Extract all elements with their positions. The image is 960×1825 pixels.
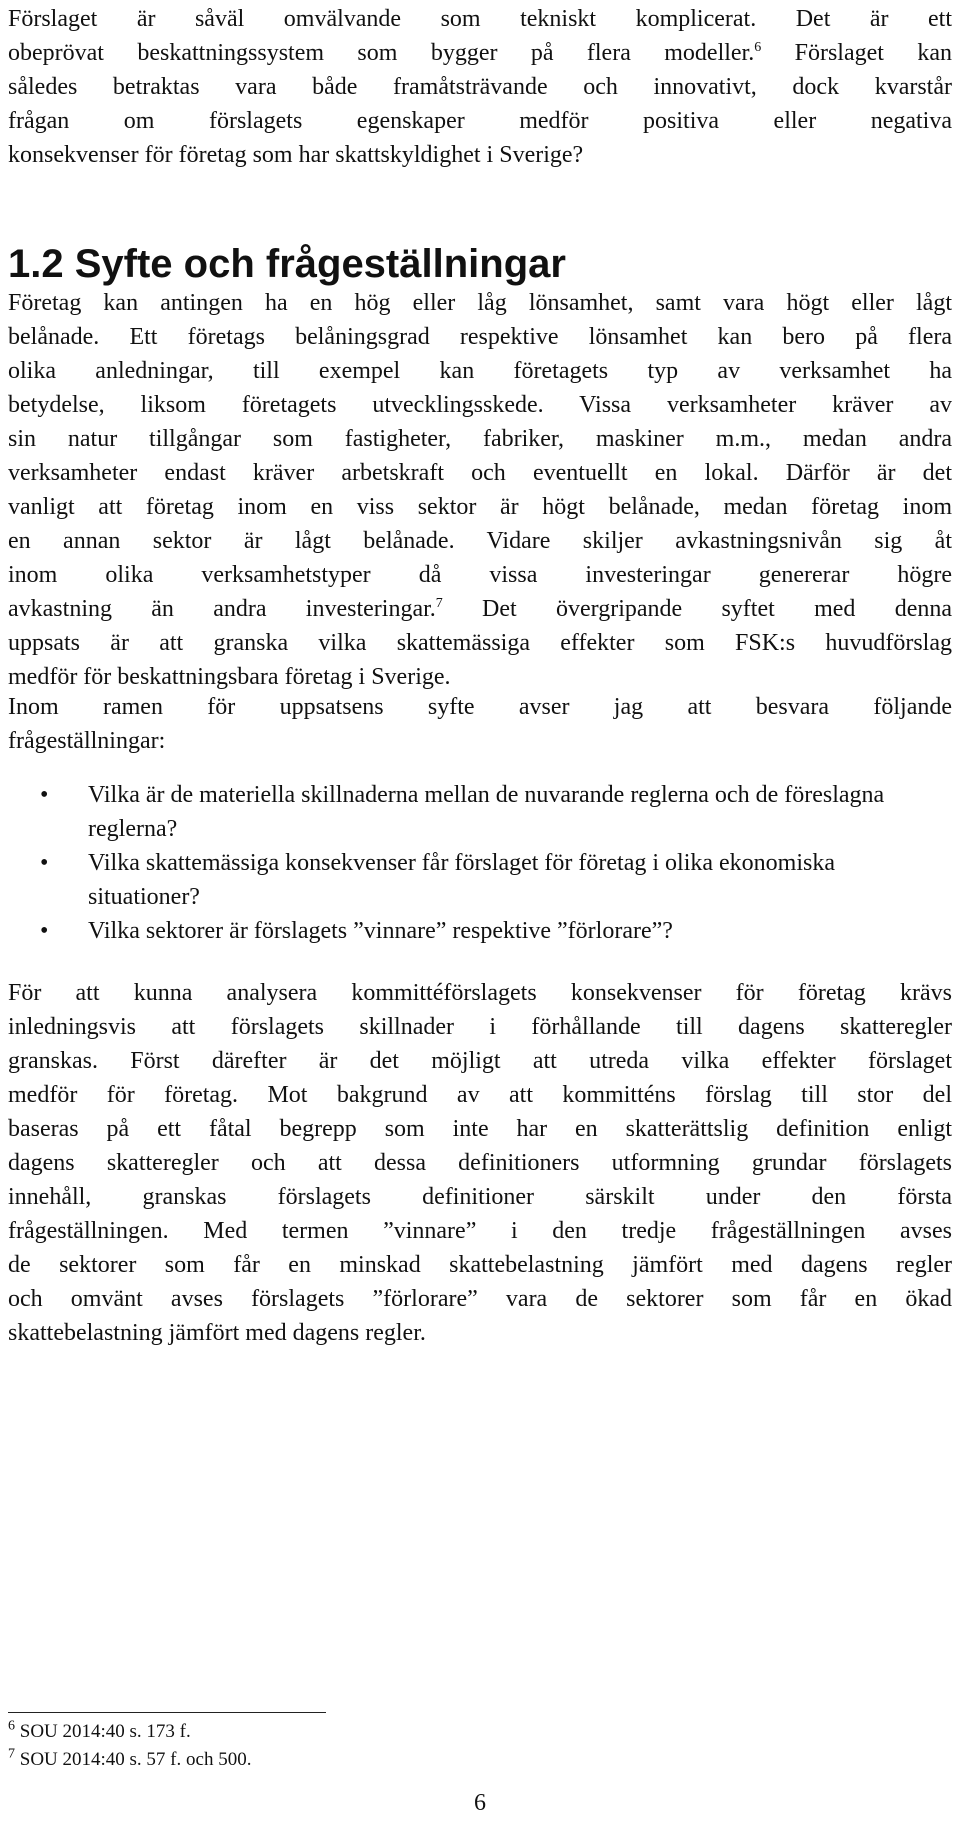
intro-line: [8, 36, 952, 70]
paragraph-line: olika anledningar, till exempel kan företagets typ av verksamhet ha: [8, 358, 952, 384]
intro-line: Förslaget är såväl omvälvande som tekniskt komplicerat. Det är ett: [8, 6, 952, 32]
paragraph-line: frågeställningen. Med termen ”vinnare” i den tredje frågeställningen avses: [8, 1218, 952, 1244]
list-item-text: Vilka skattemässiga konsekvenser får förslaget för företag i olika ekonomiska situationer?: [88, 850, 835, 910]
paragraph-line: medför för företag. Mot bakgrund av att kommitténs förslag till stor del: [8, 1082, 952, 1108]
list-item: [8, 846, 952, 914]
footnote-number: 6: [8, 1718, 15, 1734]
list-item: [8, 914, 952, 948]
section-heading: 1.2 Syfte och frågeställningar: [8, 242, 566, 286]
intro-line: konsekvenser för företag som har skattskyldighet i Sverige?: [8, 142, 584, 168]
intro-line-text: obeprövat beskattningssystem som bygger på flera modeller.: [8, 40, 755, 66]
questions-intro-paragraph: [8, 690, 952, 758]
footnote-6: [8, 1718, 251, 1746]
paragraph-line-text: Det övergripande syftet med denna: [442, 596, 952, 622]
paragraph-line: en annan sektor är lågt belånade. Vidare skiljer avkastningsnivån sig åt: [8, 528, 952, 554]
footnote-7: [8, 1746, 251, 1774]
paragraph-line: skattebelastning jämfört med dagens regler.: [8, 1320, 426, 1346]
paragraph-line: inom olika verksamhetstyper då vissa investeringar genererar högre: [8, 562, 952, 588]
footnote-divider: [8, 1712, 326, 1713]
paragraph-line: [8, 592, 952, 626]
intro-line: frågan om förslagets egenskaper medför positiva eller negativa: [8, 108, 952, 134]
paragraph-line: medför för beskattningsbara företag i Sverige.: [8, 664, 451, 690]
paragraph-line: Inom ramen för uppsatsens syfte avser jag att besvara följande: [8, 694, 952, 720]
paragraph-line: För att kunna analysera kommittéförslagets konsekvenser för företag krävs: [8, 980, 952, 1006]
list-item: [8, 778, 952, 846]
footnote-text: SOU 2014:40 s. 173 f.: [15, 1721, 191, 1742]
paragraph-line: sin natur tillgångar som fastigheter, fabriker, maskiner m.m., medan andra: [8, 426, 952, 452]
paragraph-line: vanligt att företag inom en viss sektor är högt belånade, medan företag inom: [8, 494, 952, 520]
paragraph-line: inledningsvis att förslagets skillnader i förhållande till dagens skatteregler: [8, 1014, 952, 1040]
list-item-text: Vilka är de materiella skillnaderna mellan de nuvarande reglerna och de föreslagna reglerna?: [88, 782, 885, 842]
bullet-icon: •: [40, 782, 49, 808]
footnote-ref-6[interactable]: 6: [754, 40, 762, 55]
paragraph-line: innehåll, granskas förslagets definitioner särskilt under den första: [8, 1184, 952, 1210]
paragraph-line: baseras på ett fåtal begrepp som inte har en skatterättslig definition enligt: [8, 1116, 952, 1142]
page-number: 6: [474, 1790, 486, 1816]
list-item-text: Vilka sektorer är förslagets ”vinnare” respektive ”förlorare”?: [88, 918, 673, 944]
method-paragraph: [8, 976, 952, 1350]
paragraph-line: dagens skatteregler och att dessa definitioners utformning grundar förslagets: [8, 1150, 952, 1176]
footnote-text: SOU 2014:40 s. 57 f. och 500.: [15, 1749, 252, 1770]
paragraph-line: de sektorer som får en minskad skattebelastning jämfört med dagens regler: [8, 1252, 952, 1278]
footnotes: [8, 1718, 251, 1774]
intro-line: således betraktas vara både framåtsträvande och innovativt, dock kvarstår: [8, 74, 952, 100]
research-questions-list: [8, 778, 952, 948]
purpose-paragraph: [8, 286, 952, 694]
paragraph-line: verksamheter endast kräver arbetskraft och eventuellt en lokal. Därför är det: [8, 460, 952, 486]
paragraph-line: och omvänt avses förslagets ”förlorare” vara de sektorer som får en ökad: [8, 1286, 952, 1312]
paragraph-line: belånade. Ett företags belåningsgrad respektive lönsamhet kan bero på flera: [8, 324, 952, 350]
footnote-ref-7[interactable]: 7: [435, 596, 443, 611]
paragraph-line-text: avkastning än andra investeringar.: [8, 596, 436, 622]
bullet-icon: •: [40, 918, 49, 944]
bullet-icon: •: [40, 850, 49, 876]
footnote-number: 7: [8, 1746, 15, 1762]
paragraph-line: betydelse, liksom företagets utvecklingsskede. Vissa verksamheter kräver av: [8, 392, 952, 418]
paragraph-line: Företag kan antingen ha en hög eller låg lönsamhet, samt vara högt eller lågt: [8, 290, 952, 316]
intro-paragraph: [8, 2, 952, 172]
paragraph-line: granskas. Först därefter är det möjligt att utreda vilka effekter förslaget: [8, 1048, 952, 1074]
paragraph-line: uppsats är att granska vilka skattemässiga effekter som FSK:s huvudförslag: [8, 630, 952, 656]
paragraph-line: frågeställningar:: [8, 728, 166, 754]
intro-line-text: Förslaget kan: [761, 40, 952, 66]
